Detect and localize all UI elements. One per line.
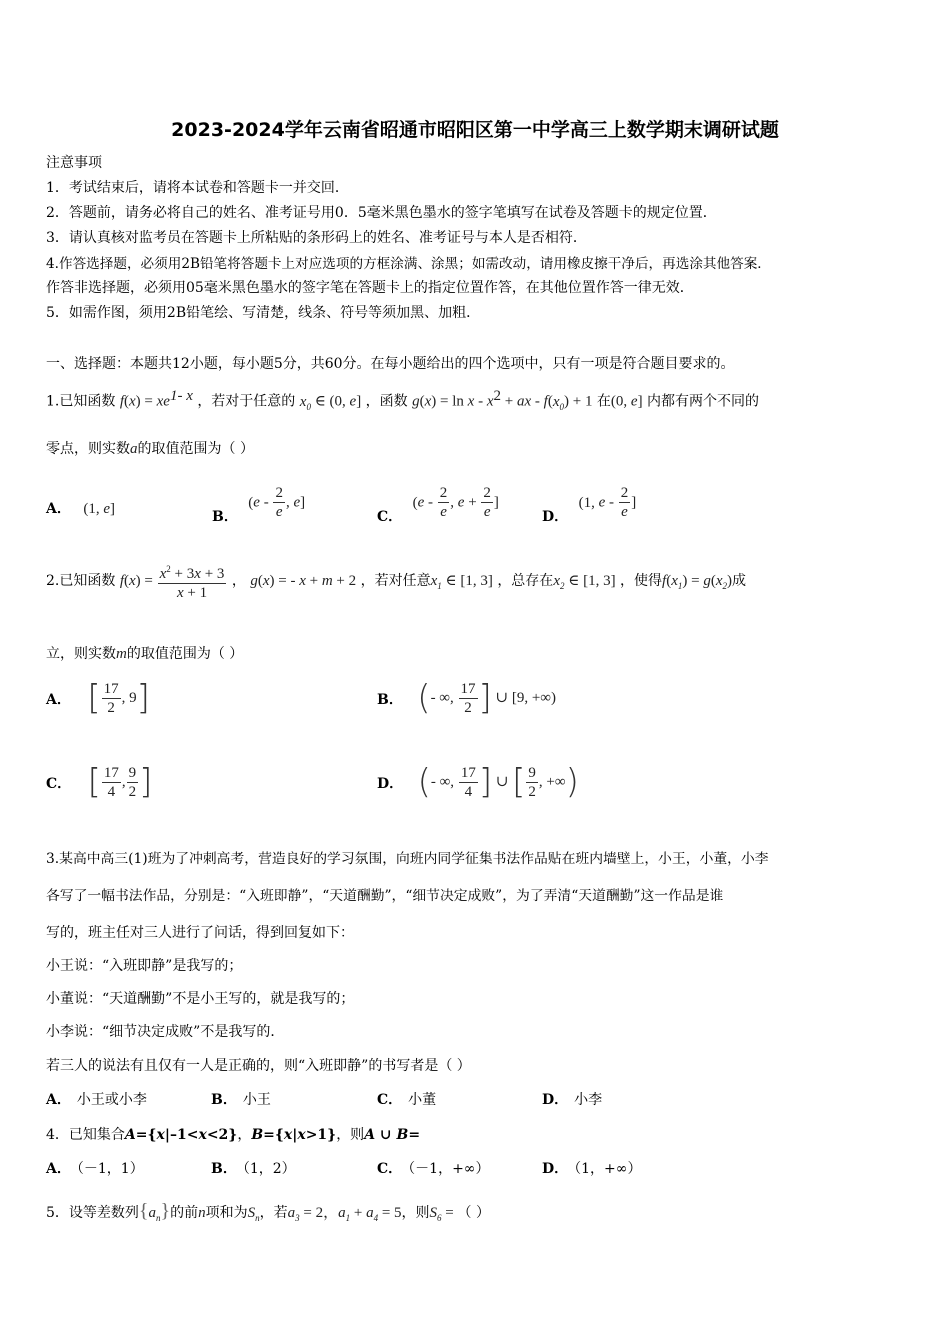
q3-text-line: 小董说：“天道酬勤”不是小王写的，就是我写的； [46,991,355,1007]
q2-function-g: g [250,573,258,589]
q3-text-line: 3.某高中高三(1)班为了冲刺高考，营造良好的学习氛围，向班内同学征集书法作品贴在班内墙壁上，小王，小董，小李 [46,851,769,867]
question-4: 4．已知集合A={x|–1<x<2}，B={x|x>1}，则A ∪ B= [46,1127,421,1143]
q1-option-c[interactable]: C． (e - $\frac{2}{e}$ , e + $\frac{2}{e}$ ] [377,485,499,525]
question-1-line-1: 1.已知函数 $f(x) = xe^{1- x}$ ，若对于任意的 $x_0$ ∈ (0, e] ，函数 $g(x) = \ln x - x^2$ + ax - $f(x_0) + 1$ 在(0, e] 内都有两个不同的 [46,388,760,412]
q1-condition: $x_0$ [299,393,311,412]
section-heading: 一、选择题：本题共12小题，每小题5分，共60分。在每小题给出的四个选项中，只有一项是符合题目要求的。 [46,356,735,372]
q3-text-line: 写的，班主任对三人进行了问话，得到回复如下： [46,925,354,941]
q2-option-d[interactable]: D． (- ∞, $\frac{17}{4}$ ] ∪ [ $\frac{9}{2}$ , +∞) [377,762,579,802]
q3-option-c[interactable]: C． 小董 [377,1092,437,1108]
q2-option-c[interactable]: C． [ $\frac{17}{4}$ , $\frac{9}{2}$ ] [46,762,153,802]
notice-item: 4.作答选择题，必须用2B铅笔将答题卡上对应选项的方框涂满、涂黑；如需改动，请用橡皮擦干净后，再选涂其他答案． [46,256,771,272]
q3-text-line: 小王说：“入班即静”是我写的； [46,958,243,974]
q1-text: ，若对于任意的 [197,393,296,410]
q3-text-line: 若三人的说法有且仅有一人是正确的，则“入班即静”的书写者是（ ） [46,1058,471,1074]
notice-item: 1．考试结束后，请将本试卷和答题卡一并交回． [46,180,349,196]
q4-option-d[interactable]: D． （1，+∞） [542,1161,642,1177]
q3-text-line: 小李说：“细节决定成败”不是我写的． [46,1024,285,1040]
notice-item: 2．答题前，请务必将自己的姓名、准考证号用0．5毫米黑色墨水的签字笔填写在试卷及答题卡的规定位置． [46,205,717,221]
q2-function-f: f [119,573,124,589]
question-2-line-2: 立，则实数m的取值范围为（ ） [46,646,244,662]
page-title: 2023-2024学年云南省昭通市昭阳区第一中学高三上数学期末调研试题 [171,119,779,141]
q1-text: 1.已知函数 [46,393,116,410]
notice-item: 作答非选择题，必须用05毫米黑色墨水的签字笔在答题卡上的指定位置作答，在其他位置作答一律无效． [46,280,694,296]
q3-option-d[interactable]: D． 小李 [542,1092,603,1108]
notice-heading: 注意事项 [46,155,102,171]
q3-option-b[interactable]: B． 小王 [211,1092,271,1108]
q1-option-d[interactable]: D． (1, e - $\frac{2}{e}$ ] [542,485,637,525]
q1-text: 内都有两个不同的 [647,393,760,410]
q2-option-b[interactable]: B． (- ∞, $\frac{17}{2}$ ] ∪ [9, +∞) [377,678,556,718]
q3-text-line: 各写了一幅书法作品，分别是：“入班即静”，“天道酬勤”，“细节决定成败”，为了弄清“天道酬勤”这一作品是谁 [46,888,724,904]
q1-function-f: f [119,393,124,410]
question-2-line-1: 2.已知函数 f(x) = $\frac{x^2 + 3x + 3}{x + 1}$ ， g(x) = - x + m + 2 ，若对任意$x_1$ ∈ [1, 3] ，总存在$x_2$ ∈ [1, 3] ，使得$f(x_1) = g(x_2)$成 [46,560,746,604]
question-1-line-2: 零点，则实数a的取值范围为（ ） [46,441,254,457]
q4-option-b[interactable]: B． （1，2） [211,1161,296,1177]
q1-text: 在 [596,393,611,410]
q1-text: ，函数 [365,393,408,410]
q4-option-a[interactable]: A． （－1，1） [46,1161,144,1177]
q3-option-a[interactable]: A． 小王或小李 [46,1092,147,1108]
notice-item: 3．请认真核对监考员在答题卡上所粘贴的条形码上的姓名、准考证号与本人是否相符． [46,230,587,246]
q4-option-c[interactable]: C． （－1，+∞） [377,1161,490,1177]
q1-option-b[interactable]: B． (e - $\frac{2}{e}$ , e] [212,485,306,525]
q1-function-g: g [412,393,420,410]
q2-option-a[interactable]: A． [ $\frac{17}{2}$ , 9] [46,678,150,718]
q1-interval: (0, [610,393,631,410]
question-5: 5．设等差数列$\{a_n\}$的前n项和为$S_n$，若$a_3 = 2$，$a_1 + a_4 = 5$，则$S_6$ = （ ） [46,1200,490,1223]
q1-option-a[interactable]: A． (1, e] [46,501,115,517]
notice-item: 5．如需作图，须用2B铅笔绘、写清楚，线条、符号等须加黑、加粗． [46,305,481,321]
